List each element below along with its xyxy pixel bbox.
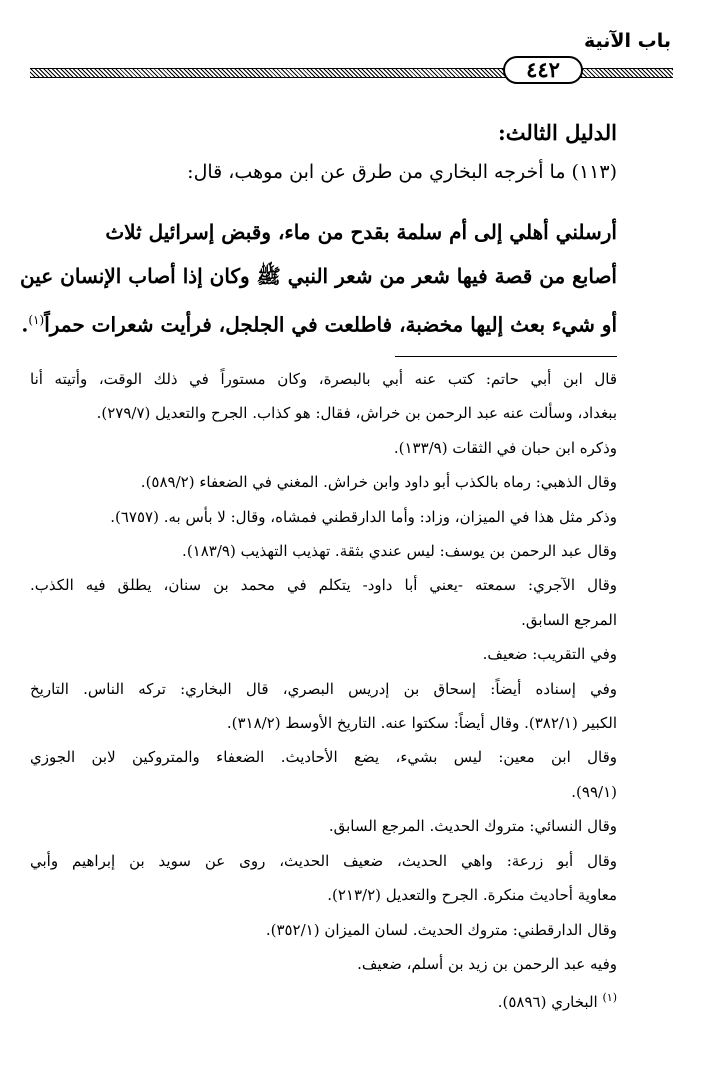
note-line: وقال أبو زرعة: واهي الحديث، ضعيف الحديث، روى عن سويد بن إبراهيم وأبي: [30, 851, 617, 870]
note-line: وقال الآجري: سمعته -يعني أبا داود- يتكلم في محمد بن سنان، يطلق فيه الكذب.: [30, 576, 617, 595]
note-line: المرجع السابق.: [521, 610, 617, 629]
hadith-line-1: أرسلني أهلي إلى أم سلمة بقدح من ماء، وقبض إسرائيل ثلاث: [105, 220, 617, 244]
footnotes: [30, 362, 617, 1020]
running-title: باب الآنية: [583, 30, 671, 52]
hadith-line-3-text: أو شيء بعث إليها مخضبة، فاطلعت في الجلجل، فرأيت شعرات حمراً: [44, 312, 617, 337]
footnote-separator: [395, 356, 617, 357]
footnote-text: البخاري (٥٨٩٦).: [497, 993, 598, 1012]
hadith-line-2: أصابع من قصة فيها شعر من شعر النبي ﷺ وكان إذا أصاب الإنسان عين: [20, 264, 617, 288]
end-mark: .: [21, 312, 29, 337]
main-text: [86, 116, 617, 188]
note-line: الكبير (٣٨٢/١). وقال أيضاً: سكتوا عنه. التاريخ الأوسط (٣١٨/٢).: [226, 714, 617, 733]
footnote-1: [30, 981, 617, 1019]
note-line: قال ابن أبي حاتم: كتب عنه أبي بالبصرة، وكان مستوراً في ذلك الوقت، وأتيته أنا: [30, 370, 617, 388]
footnote-mark: (١): [602, 991, 617, 1005]
page-number: ٤٤٢: [503, 56, 583, 84]
note-line: وذكره ابن حبان في الثقات (١٣٣/٩).: [393, 438, 617, 457]
hadith-text: [20, 210, 617, 347]
footnote-reference[interactable]: (١): [28, 313, 45, 327]
hadith-line-3: [21, 298, 617, 347]
note-line: وذكر مثل هذا في الميزان، وزاد: وأما الدارقطني فمشاه، وقال: لا بأس به. (٦٧٥٧).: [110, 507, 617, 526]
note-line: ببغداد، وسألت عنه عبد الرحمن بن خراش، فقال: هو كذاب. الجرح والتعديل (٢٧٩/٧).: [96, 404, 617, 423]
note-line: وفي التقريب: ضعيف.: [482, 645, 617, 664]
section-heading: الدليل الثالث:: [498, 120, 617, 145]
note-line: وفيه عبد الرحمن بن زيد بن أسلم، ضعيف.: [357, 954, 617, 973]
note-line: وقال الذهبي: رماه بالكذب أبو داود وابن خراش. المغني في الضعفاء (٥٨٩/٢).: [140, 473, 617, 492]
note-line: (٩٩/١).: [571, 782, 617, 801]
note-line: وقال عبد الرحمن بن يوسف: ليس عندي بثقة. تهذيب التهذيب (١٨٣/٩).: [182, 542, 617, 561]
note-line: وقال الدارقطني: متروك الحديث. لسان الميزان (٣٥٢/١).: [265, 920, 617, 939]
note-line: وفي إسناده أيضاً: إسحاق بن إدريس البصري، قال البخاري: تركه الناس. التاريخ: [30, 679, 617, 698]
note-line: وقال ابن معين: ليس بشيء، يضع الأحاديث. الضعفاء والمتروكين لابن الجوزي: [30, 748, 617, 767]
note-line: وقال النسائي: متروك الحديث. المرجع السابق.: [328, 817, 617, 836]
hadith-intro: (١١٣) ما أخرجه البخاري من طرق عن ابن موهب، قال:: [187, 161, 617, 183]
note-line: معاوية أحاديث منكرة. الجرح والتعديل (٢١٣/٢).: [327, 886, 617, 905]
